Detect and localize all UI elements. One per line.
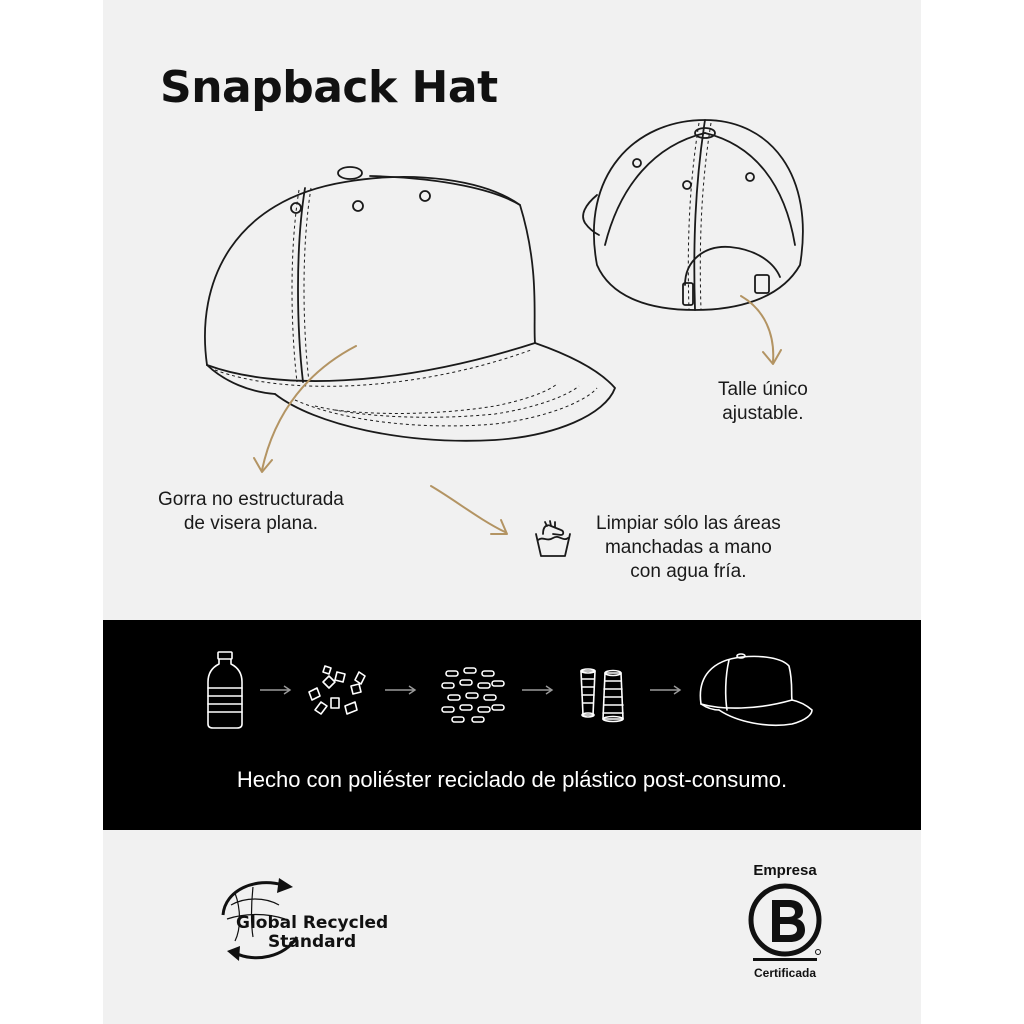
arrow-structure (250, 340, 370, 480)
step-arrow (260, 685, 294, 695)
bcorp-top-label: Empresa (753, 862, 817, 879)
pellets-icon (440, 665, 506, 725)
hand-wash-icon (533, 520, 573, 560)
hat-icon (697, 652, 817, 732)
arrow-size (735, 290, 795, 370)
caption-care (596, 512, 781, 584)
caption-structure (158, 488, 344, 536)
caption-line: manchadas a mano (604, 537, 772, 558)
caption-line: de visera plana. (183, 513, 319, 534)
step-arrow (522, 685, 556, 695)
caption-line: Gorra no estructurada (158, 489, 344, 510)
caption-line: ajustable. (722, 403, 804, 424)
bcorp-logo-icon (745, 882, 825, 962)
bottle-icon (205, 650, 245, 730)
page-title: Snapback Hat (160, 62, 498, 113)
caption-size (718, 378, 808, 426)
grs-line: Global Recycled (236, 913, 389, 933)
step-arrow (385, 685, 419, 695)
arrow-care (425, 480, 515, 540)
grs-label (236, 914, 388, 952)
flakes-icon (305, 662, 371, 722)
caption-line: Talle único (718, 379, 808, 400)
step-arrow (650, 685, 684, 695)
caption-line: con agua fría. (630, 561, 747, 582)
caption-line: Limpiar sólo las áreas (596, 513, 781, 534)
grs-line: Standard (268, 932, 357, 952)
yarn-spools-icon (577, 665, 627, 725)
recycling-text: Hecho con poliéster reciclado de plástico post-consumo. (236, 767, 788, 792)
bcorp-bottom-label: Certificada (753, 966, 817, 980)
